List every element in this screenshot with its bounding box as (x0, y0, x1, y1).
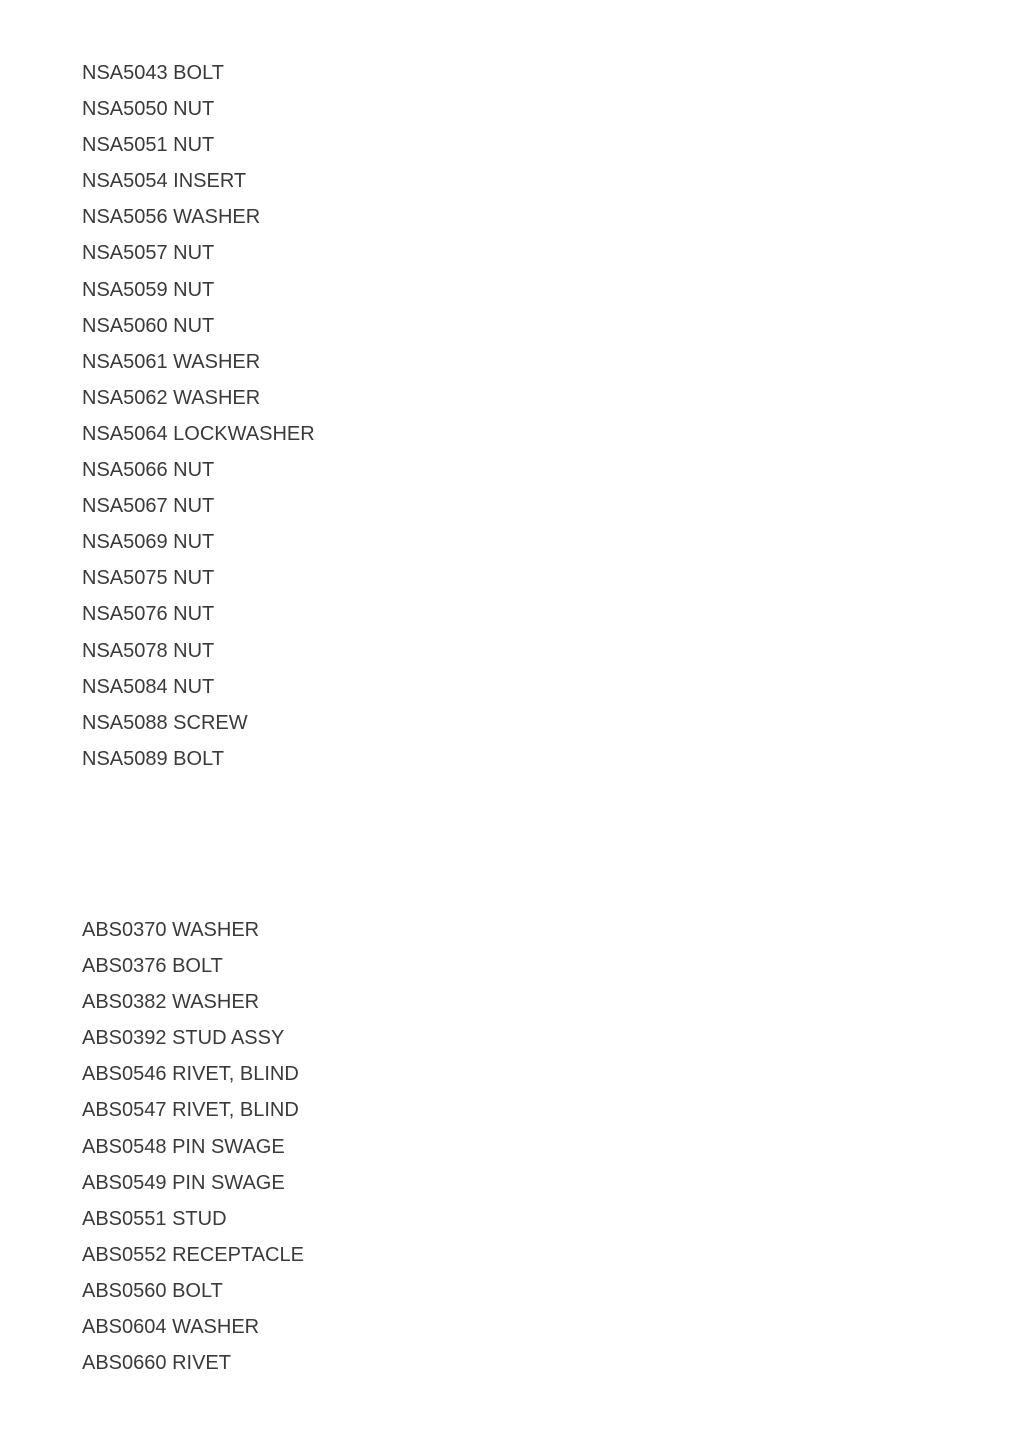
list-item: NSA5062 WASHER (82, 386, 261, 409)
nsa-parts-list (82, 60, 315, 782)
list-item: NSA5057 NUT (82, 242, 215, 265)
list-item: NSA5043 BOLT (82, 62, 224, 84)
list-item: NSA5061 WASHER (82, 350, 261, 373)
list-item: NSA5051 NUT (82, 134, 215, 157)
list-item: ABS0547 RIVET, BLIND (82, 1099, 299, 1122)
list-item: ABS0382 WASHER (82, 991, 260, 1014)
list-item: NSA5076 NUT (82, 603, 215, 626)
list-item: ABS0552 RECEPTACLE (82, 1243, 304, 1266)
list-item: NSA5075 NUT (82, 567, 215, 590)
list-item: NSA5089 BOLT (82, 747, 224, 770)
list-item: NSA5078 NUT (82, 639, 215, 662)
list-item: NSA5054 INSERT (82, 170, 247, 193)
list-item: NSA5088 SCREW (82, 711, 248, 734)
list-item: ABS0549 PIN SWAGE (82, 1171, 285, 1194)
list-item: NSA5064 LOCKWASHER (82, 422, 315, 445)
list-item: ABS0370 WASHER (82, 919, 260, 941)
list-item: ABS0560 BOLT (82, 1279, 223, 1302)
list-item: NSA5050 NUT (82, 98, 215, 121)
list-item: ABS0551 STUD (82, 1207, 227, 1230)
list-item: ABS0548 PIN SWAGE (82, 1135, 285, 1158)
list-item: ABS0604 WASHER (82, 1316, 260, 1339)
list-item: NSA5056 WASHER (82, 206, 261, 229)
list-item: NSA5059 NUT (82, 278, 215, 301)
list-item: NSA5069 NUT (82, 531, 215, 554)
list-item: NSA5084 NUT (82, 675, 215, 698)
list-item: ABS0660 RIVET (82, 1352, 231, 1375)
list-item: NSA5060 NUT (82, 314, 215, 337)
list-item: ABS0392 STUD ASSY (82, 1027, 285, 1050)
list-item: NSA5066 NUT (82, 459, 215, 482)
list-item: ABS0376 BOLT (82, 955, 223, 978)
abs-parts-list (82, 917, 304, 1386)
list-item: NSA5067 NUT (82, 495, 215, 518)
list-item: ABS0546 RIVET, BLIND (82, 1063, 299, 1086)
